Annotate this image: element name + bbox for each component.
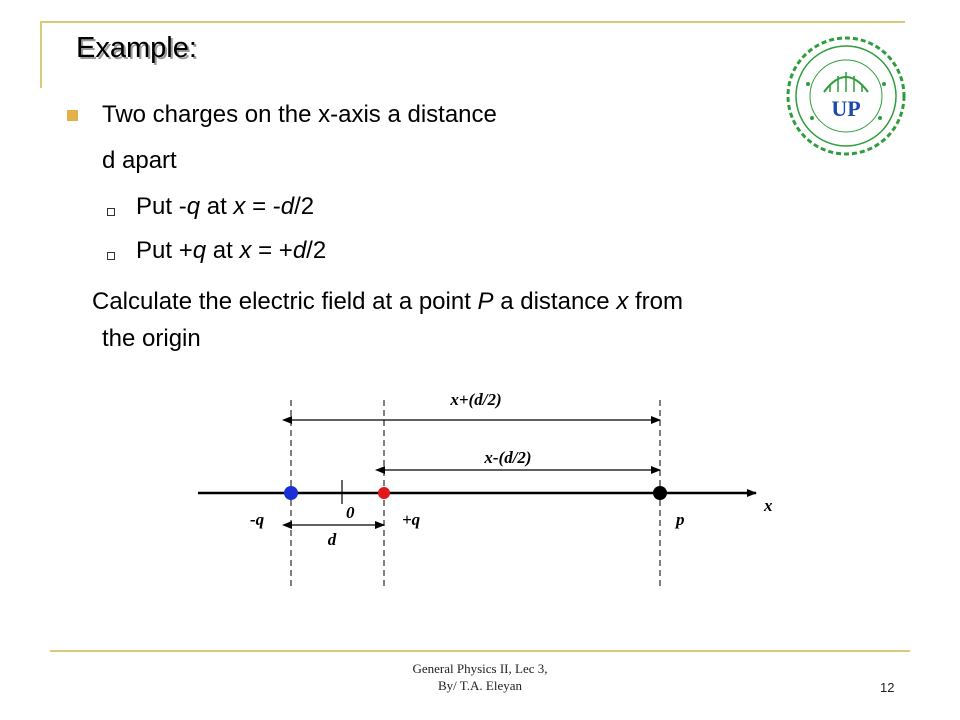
label-pos-charge: +q xyxy=(402,510,421,529)
university-of-palestine-seal-icon xyxy=(784,34,908,158)
footer-credit xyxy=(380,660,580,694)
neg-charge-dot xyxy=(284,486,298,500)
sub-bullet-2: Put +q at x = +d/2 xyxy=(136,237,327,264)
logo-abbrev: UP xyxy=(831,96,861,121)
slide-title: Example: xyxy=(76,32,197,64)
sub-bullet-box-icon xyxy=(107,252,115,260)
sub-bullet-box-icon xyxy=(107,208,115,216)
charge-diagram xyxy=(190,380,790,590)
sub-bullet-1: Put -q at x = -d/2 xyxy=(136,193,315,220)
label-point: p xyxy=(676,510,685,529)
label-axis: x xyxy=(764,496,773,515)
footer-divider xyxy=(50,650,910,652)
frame-top-line xyxy=(40,21,905,23)
frame-left-line xyxy=(40,21,42,88)
point-p-dot xyxy=(653,486,667,500)
bullet-square-icon xyxy=(67,110,78,121)
label-origin: 0 xyxy=(346,503,355,522)
bullet-line-1: Two charges on the x-axis a distance xyxy=(102,101,497,128)
pos-charge-dot xyxy=(378,487,390,499)
question-line-1: Calculate the electric field at a point P a distance x from xyxy=(92,288,683,315)
footer-line-2: By/ T.A. Eleyan xyxy=(437,678,522,693)
bullet-line-2: d apart xyxy=(102,147,177,174)
label-x-minus: x-(d/2) xyxy=(484,448,532,467)
label-d: d xyxy=(327,530,337,549)
footer-line-1: General Physics II, Lec 3, xyxy=(412,661,548,676)
page-number: 12 xyxy=(880,680,895,695)
question-line-2: the origin xyxy=(102,325,201,352)
label-x-plus: x+(d/2) xyxy=(450,390,502,409)
label-neg-charge: -q xyxy=(250,510,265,529)
